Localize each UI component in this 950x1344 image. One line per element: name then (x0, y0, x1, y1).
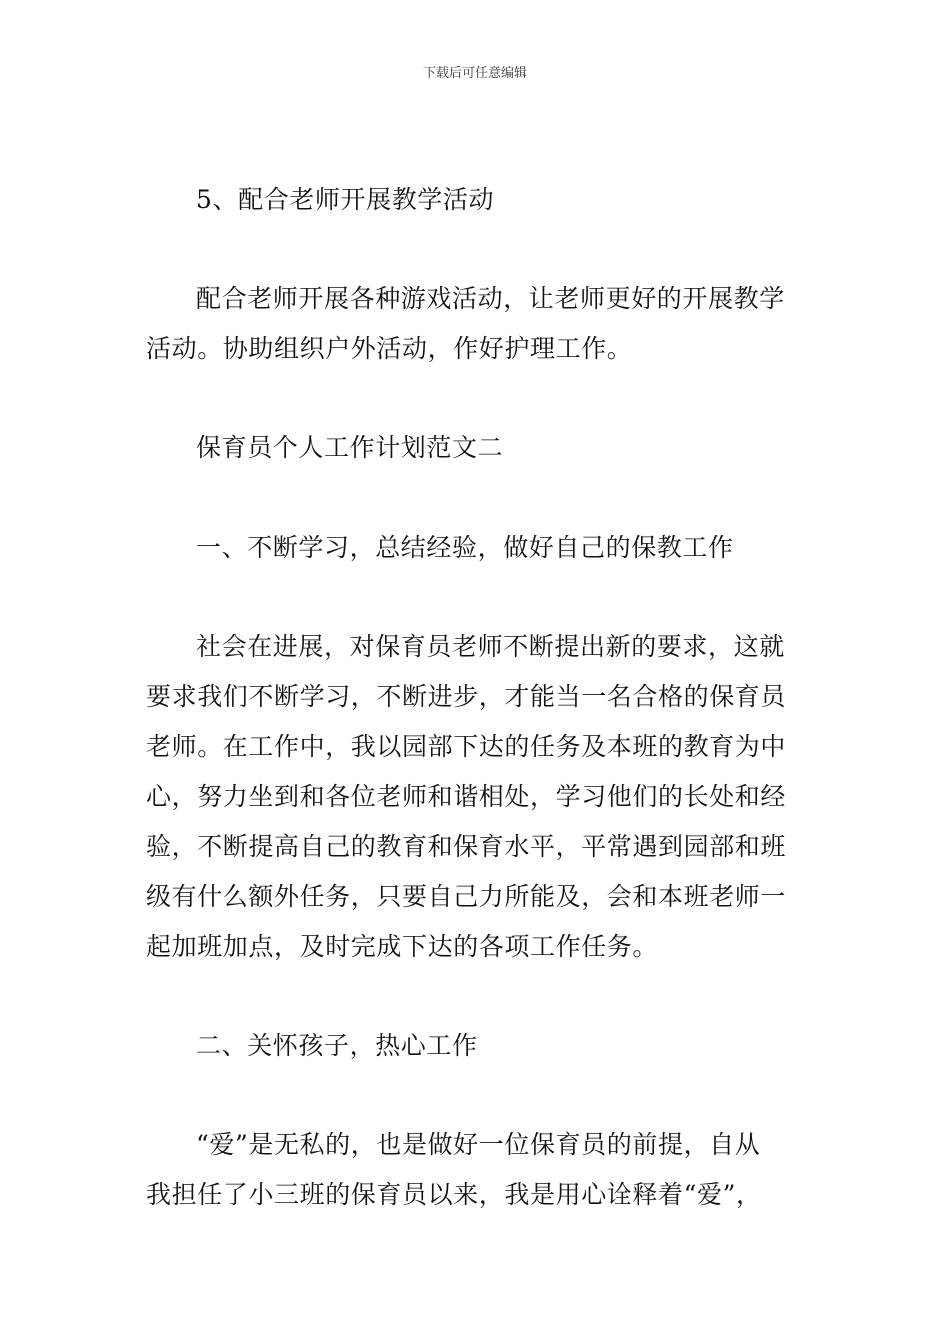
paragraph-line: 我担任了小三班的保育员以来，我是用心诠释着“爱”， (146, 1180, 762, 1209)
paragraph-line: 起加班加点，及时完成下达的各项工作任务。 (146, 932, 659, 961)
section-heading-5: 5、配合老师开展教学活动 (196, 185, 495, 214)
section-heading-one: 一、不断学习，总结经验，做好自己的保教工作 (196, 533, 734, 562)
document-subtitle: 保育员个人工作计划范文二 (196, 433, 504, 462)
section-heading-two: 二、关怀孩子，热心工作 (196, 1031, 478, 1060)
paragraph-line: 配合老师开展各种游戏活动，让老师更好的开展教学 (196, 284, 785, 313)
paragraph-line: 心，努力坐到和各位老师和谐相处，学习他们的长处和经 (146, 782, 787, 811)
paragraph-line: 要求我们不断学习，不断进步，才能当一名合格的保育员 (146, 682, 787, 711)
paragraph-line: 活动。协助组织户外活动，作好护理工作。 (146, 334, 633, 363)
paragraph-line: 级有什么额外任务，只要自己力所能及，会和本班老师一 (146, 882, 787, 911)
paragraph-line: 社会在进展，对保育员老师不断提出新的要求，这就 (196, 632, 785, 661)
paragraph-line: 老师。在工作中，我以园部下达的任务及本班的教育为中 (146, 732, 787, 761)
paragraph-line: 验，不断提高自己的教育和保育水平，平常遇到园部和班 (146, 832, 787, 861)
paragraph-line: “爱”是无私的，也是做好一位保育员的前提，自从 (196, 1130, 761, 1159)
page-header: 下载后可任意编辑 (422, 66, 527, 81)
